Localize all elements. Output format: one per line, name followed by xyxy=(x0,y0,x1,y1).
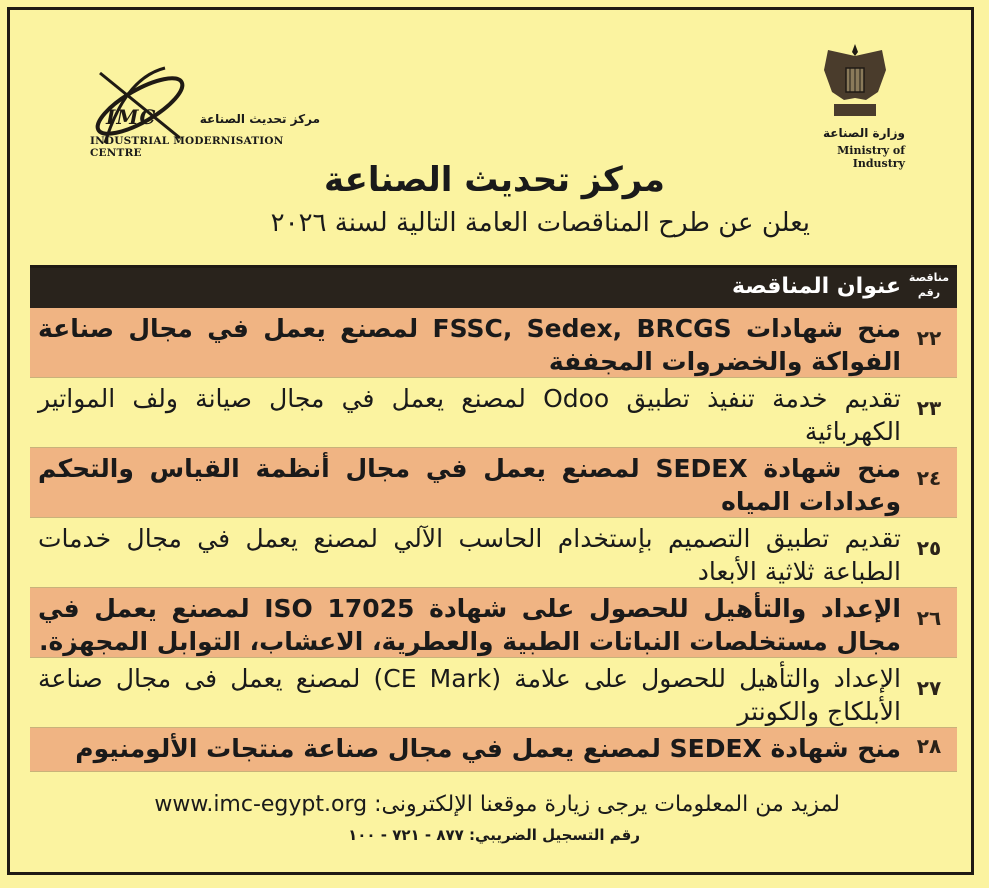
table-row xyxy=(30,518,957,588)
tender-title: تقديم تطبيق التصميم بإستخدام الحاسب الآلي لمصنع يعمل في مجال خدمات الطباعة ثلاثية الأبعاد xyxy=(38,524,901,586)
tender-title: منح شهادات FSSC, Sedex, BRCGS لمصنع يعمل في مجال صناعة الفواكة والخضروات المجففة xyxy=(38,314,901,376)
table-row xyxy=(30,308,957,378)
table-row xyxy=(30,658,957,728)
page-subtitle: يعلن عن طرح المناقصات العامة التالية لسنة ٢٠٢٦ xyxy=(270,208,810,238)
ministry-logo xyxy=(790,40,920,170)
tender-title: منح شهادة SEDEX لمصنع يعمل في مجال صناعة منتجات الألومنيوم xyxy=(75,734,901,763)
tax-registration: رقم التسجيل الضريبي: ٨٧٧ - ٧٢١ - ١٠٠ xyxy=(348,826,640,844)
tenders-table xyxy=(30,265,957,772)
table-header xyxy=(30,265,957,308)
table-row xyxy=(30,378,957,448)
tender-title: منح شهادة SEDEX لمصنع يعمل في مجال أنظمة القياس والتحكم وعدادات المياه xyxy=(38,454,901,516)
ministry-english-name: Ministry of Industry xyxy=(837,144,905,170)
website-info: لمزيد من المعلومات يرجى زيارة موقعنا الإلكترونى: www.imc-egypt.org xyxy=(154,792,840,817)
tender-number: ٢٦ xyxy=(916,606,942,630)
number-column-header: مناقصة رقم xyxy=(908,271,950,299)
tender-number: ٢٤ xyxy=(916,466,942,490)
tender-number: ٢٢ xyxy=(916,326,942,350)
eagle-emblem-icon xyxy=(820,40,890,124)
tender-number: ٢٣ xyxy=(916,396,942,420)
imc-arabic-name: مركز تحديث الصناعة xyxy=(199,112,320,126)
tender-title: الإعداد والتأهيل للحصول على شهادة ISO 17025 لمصنع يعمل في مجال مستخلصات النباتات الطبية والعطرية، الاعشاب، التوابل المجهزة. xyxy=(38,594,901,656)
tender-number: ٢٨ xyxy=(916,734,942,758)
tender-title: تقديم خدمة تنفيذ تطبيق Odoo لمصنع يعمل في مجال صيانة ولف المواتير الكهربائية xyxy=(38,384,901,446)
imc-english-name: INDUSTRIAL MODERNISATION CENTRE xyxy=(90,135,284,159)
table-row xyxy=(30,448,957,518)
tender-number: ٢٥ xyxy=(916,536,942,560)
table-row xyxy=(30,728,957,772)
title-column-header: عنوان المناقصة xyxy=(732,274,901,299)
table-row xyxy=(30,588,957,658)
page-title: مركز تحديث الصناعة xyxy=(324,160,665,200)
tender-number: ٢٧ xyxy=(916,676,942,700)
imc-mark: IMC xyxy=(106,105,157,129)
tender-title: الإعداد والتأهيل للحصول على علامة (CE Mark) لمصنع يعمل فى مجال صناعة الأبلكاج والكونتر xyxy=(38,664,901,726)
ministry-arabic-name: وزارة الصناعة xyxy=(823,126,905,140)
